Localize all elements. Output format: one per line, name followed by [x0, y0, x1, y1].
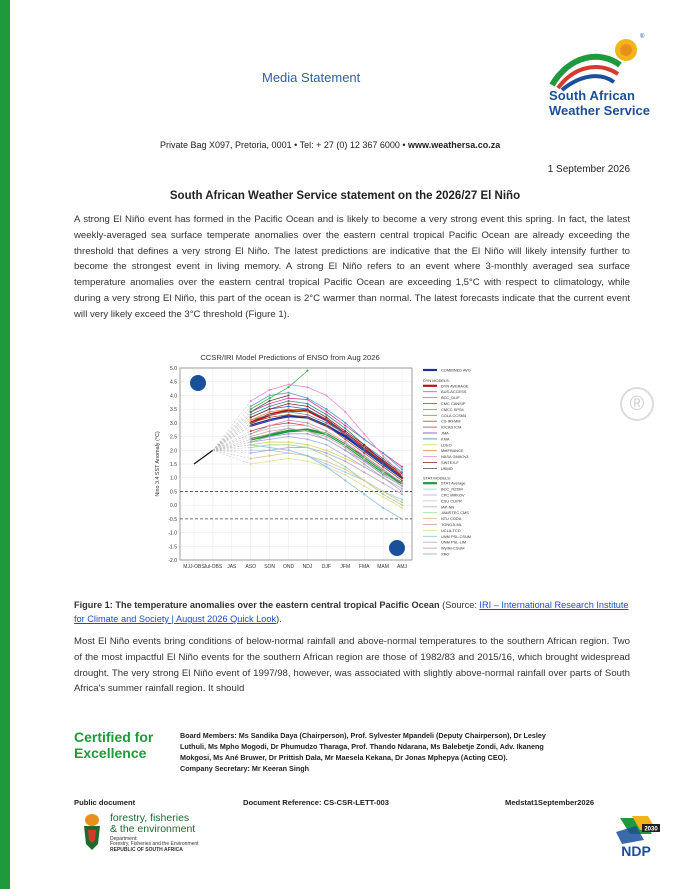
series-point: [382, 463, 384, 465]
series-point: [250, 411, 252, 413]
dffe-name-line1: forestry, fisheries: [110, 812, 190, 824]
series-point: [344, 444, 346, 446]
series-point: [363, 438, 365, 440]
legend-label: KMA: [441, 436, 450, 442]
series-point: [269, 435, 271, 437]
series-point: [287, 457, 289, 459]
series-point: [306, 370, 308, 372]
series-point: [344, 430, 346, 432]
series-point: [306, 425, 308, 427]
x-tick-label: SON: [264, 564, 276, 570]
series-point: [325, 460, 327, 462]
series-point: [269, 414, 271, 416]
legend-label: BCC_RZDM: [441, 486, 463, 492]
series-point: [363, 460, 365, 462]
series-point: [363, 463, 365, 465]
y-tick-label: -1.0: [168, 530, 177, 537]
series-point: [250, 444, 252, 446]
dffe-name-line2: & the environment: [110, 823, 196, 835]
series-point: [287, 441, 289, 443]
series-point: [325, 419, 327, 421]
series-point: [382, 490, 384, 492]
y-tick-label: -0.5: [168, 516, 177, 523]
series-point: [382, 466, 384, 468]
ndp-year: 2030: [644, 826, 658, 833]
series-point: [363, 457, 365, 459]
series-point: [363, 449, 365, 451]
series-point: [401, 482, 403, 484]
address-text: Private Bag X097, Pretoria, 0001 • Tel: + 27 (0) 12 367 6000 •: [160, 140, 409, 150]
legend-label: IOCAS ICM: [441, 424, 462, 430]
x-tick-label: MAM: [377, 564, 389, 570]
series-point: [325, 394, 327, 396]
series-point: [401, 501, 403, 503]
series-point: [363, 479, 365, 481]
postal-address: [160, 140, 500, 150]
legend-label: JAMSTEC CMS: [441, 510, 469, 516]
legend-label: SINTEX-F: [441, 460, 459, 465]
series-point: [363, 452, 365, 454]
website-link[interactable]: www.weathersa.co.za: [408, 140, 501, 150]
series-point: [287, 383, 289, 385]
y-tick-label: 1.0: [170, 475, 177, 482]
paragraph-2: Most El Niño events bring conditions of below-normal rainfall and above-normal temperatures to the southern African region. Two of the most impactful El Niño events for the southern African region are those of 1982/83 and 2015/16, which brought widespread drought. The very strong El Niño event of 1997/98, however, was associated with slightly above-normal rainfall over parts of South Africa's summer rainfall region. It should: [74, 636, 630, 695]
certified-line1: Certified for: [74, 729, 154, 745]
series-point: [269, 394, 271, 396]
series-point: [344, 468, 346, 470]
series-point: [306, 430, 308, 432]
series-point: [269, 455, 271, 457]
company-secretary-name: Mr Keeran Singh: [251, 764, 310, 773]
series-point: [382, 457, 384, 459]
legend-label: UNM PSL-CSUM: [441, 533, 472, 539]
dffe-republic: REPUBLIC OF SOUTH AFRICA: [110, 847, 183, 853]
series-point: [344, 441, 346, 443]
series-point: [269, 425, 271, 427]
series-point: [306, 408, 308, 410]
series-point: [306, 446, 308, 448]
registered-watermark-icon: ®: [620, 387, 654, 421]
series-point: [382, 460, 384, 462]
series-point: [401, 471, 403, 473]
series-point: [250, 438, 252, 440]
series-point: [287, 411, 289, 413]
legend-label: Wyrtki-CSUM: [441, 545, 465, 551]
x-tick-label: NDJ: [302, 564, 313, 570]
legend-label: LDEO: [441, 442, 452, 448]
logo-text-line1: South African: [549, 88, 636, 103]
series-point: [325, 425, 327, 427]
series-point: [250, 457, 252, 459]
series-point: [287, 427, 289, 429]
y-tick-label: -1.5: [168, 544, 177, 551]
media-statement-heading: Media Statement: [262, 70, 361, 85]
series-point: [269, 408, 271, 410]
series-point: [287, 405, 289, 407]
dffe-department-label: Department:: [110, 836, 138, 842]
board-members-list: Ms Sandika Daya (Chairperson), Prof. Sylvester Mpandeli (Deputy Chairperson), Dr Lesley Luthuli, Ms Mpho Mogodi, Dr Phumudzo Tharaga, Prof. Thando Ndarana, Ms Balebetje Zondi, Adv. Ikaneng Mokgosi, Ms Ané Bruwer, Dr Prittish Dala, Mr Maesela Kekana, Dr Jonas Mphepya (Acting CEO).: [180, 731, 546, 762]
series-point: [250, 435, 252, 437]
series-point: [344, 455, 346, 457]
series-point: [382, 474, 384, 476]
logo-text-line2: Weather Service: [549, 103, 650, 118]
series-point: [287, 403, 289, 405]
series-point: [344, 433, 346, 435]
series-point: [269, 403, 271, 405]
series-point: [269, 433, 271, 435]
series-point: [382, 468, 384, 470]
series-point: [401, 518, 403, 520]
series-point: [306, 416, 308, 418]
y-tick-label: 0.0: [170, 503, 177, 510]
series-point: [325, 411, 327, 413]
svg-text:®: ®: [640, 34, 645, 40]
coat-of-arms-icon: [80, 812, 104, 854]
series-point: [287, 435, 289, 437]
series-point: [382, 493, 384, 495]
series-point: [287, 392, 289, 394]
series-point: [306, 403, 308, 405]
series-point: [250, 416, 252, 418]
series-point: [250, 425, 252, 427]
footer-public-document: Public document: [74, 798, 136, 807]
legend-label: XRO: [441, 551, 450, 557]
series-point: [306, 386, 308, 388]
series-point: [325, 422, 327, 424]
board-members-label: Board Members:: [180, 731, 237, 740]
legend-label: COLA CCSM4: [441, 412, 467, 418]
series-point: [287, 433, 289, 435]
series-point: [269, 430, 271, 432]
observed-line: [194, 450, 213, 464]
series-point: [325, 408, 327, 410]
series-point: [287, 430, 289, 432]
series-point: [325, 416, 327, 418]
series-point: [401, 488, 403, 490]
legend-label: BCC_DLIF: [441, 395, 460, 401]
series-point: [269, 438, 271, 440]
legend-label: TONGJI-ML: [441, 522, 462, 527]
series-point: [325, 452, 327, 454]
x-tick-label: JAS: [227, 564, 237, 570]
series-point: [382, 507, 384, 509]
legend-label: DYN AVERAGE: [441, 383, 469, 389]
series-point: [287, 446, 289, 448]
series-point: [344, 474, 346, 476]
series-point: [401, 468, 403, 470]
series-point: [325, 455, 327, 457]
y-tick-label: -2.0: [168, 558, 177, 564]
figure-source-link[interactable]: IRI – International Research Institute for Climate and Society | August 2026 Quick Look: [74, 600, 629, 624]
series-point: [287, 397, 289, 399]
series-point: [269, 389, 271, 391]
ndp-2030-logo-icon: [612, 812, 662, 860]
series-point: [287, 394, 289, 396]
series-point: [363, 485, 365, 487]
legend-label: STAT Average: [441, 480, 466, 486]
series-point: [325, 466, 327, 468]
series-point: [287, 414, 289, 416]
series-point: [269, 441, 271, 443]
series-point: [325, 463, 327, 465]
figure-caption: [74, 598, 630, 626]
x-tick-label: MJJ-OBS: [183, 564, 205, 570]
series-point: [401, 485, 403, 487]
series-point: [269, 449, 271, 451]
y-tick-label: 4.5: [170, 379, 177, 386]
y-axis-label: Nino 3.4 SST Anomaly (°C): [155, 431, 161, 497]
series-point: [344, 446, 346, 448]
x-tick-label: OND: [282, 564, 295, 570]
series-point: [250, 405, 252, 407]
series-point: [287, 449, 289, 451]
series-point: [269, 416, 271, 418]
series-point: [325, 435, 327, 437]
statement-title: South African Weather Service statement on the 2026/27 El Niño: [169, 190, 521, 202]
y-tick-label: 4.0: [170, 393, 177, 400]
series-point: [287, 422, 289, 424]
series-point: [269, 397, 271, 399]
ccsr-badge-icon: [190, 375, 206, 391]
series-point: [306, 433, 308, 435]
legend-label: AUS-ACCESS: [441, 389, 467, 395]
dffe-department-name: Forestry, Fisheries and the Environment: [110, 841, 199, 847]
series-point: [250, 463, 252, 465]
series-point: [250, 449, 252, 451]
series-point: [287, 400, 289, 402]
series-point: [306, 438, 308, 440]
series-point: [306, 422, 308, 424]
series-point: [363, 455, 365, 457]
series-point: [382, 482, 384, 484]
statement-date: 1 September 2026: [547, 164, 630, 175]
ndp-label: NDP: [621, 843, 651, 859]
series-point: [363, 493, 365, 495]
legend-label: COMBINED AVG: [441, 367, 471, 373]
series-point: [401, 493, 403, 495]
series-point: [344, 449, 346, 451]
figure-caption-source-prefix: (Source:: [439, 600, 480, 610]
series-point: [287, 425, 289, 427]
y-tick-label: 3.5: [170, 407, 177, 414]
series-point: [382, 455, 384, 457]
y-tick-label: 2.0: [170, 448, 177, 455]
series-point: [325, 433, 327, 435]
series-point: [344, 411, 346, 413]
x-tick-label: FMA: [358, 564, 370, 570]
legend-label: CMC CANSIP: [441, 401, 466, 406]
series-point: [250, 414, 252, 416]
series-point: [306, 444, 308, 446]
x-tick-label: JFM: [340, 564, 351, 570]
legend-label: NTU CODA: [441, 516, 462, 522]
series-point: [250, 408, 252, 410]
series-point: [401, 499, 403, 501]
legend-label: MetFRANCE: [441, 448, 464, 454]
enso-forecast-chart: [150, 350, 540, 582]
x-tick-label: DJF: [321, 564, 331, 570]
series-point: [363, 471, 365, 473]
series-point: [269, 400, 271, 402]
y-tick-label: 5.0: [170, 366, 177, 372]
series-point: [344, 438, 346, 440]
series-point: [344, 422, 346, 424]
company-secretary-label: Company Secretary:: [180, 764, 250, 773]
series-point: [325, 438, 327, 440]
series-point: [401, 507, 403, 509]
chart-title: CCSR/IRI Model Predictions of ENSO from Aug 2026: [200, 353, 380, 362]
series-point: [344, 460, 346, 462]
legend-label: CPC MRKOV: [441, 492, 465, 498]
figure-caption-label: Figure 1: The temperature anomalies over the eastern central tropical Pacific Ocean: [74, 600, 440, 610]
series-point: [269, 446, 271, 448]
series-point: [269, 460, 271, 462]
series-point: [250, 452, 252, 454]
legend-stat-header: STAT MODELS:: [423, 475, 451, 481]
series-point: [269, 427, 271, 429]
series-point: [401, 477, 403, 479]
series-point: [344, 427, 346, 429]
company-secretary-row: [180, 763, 560, 774]
x-tick-label: Jul-OBS: [203, 564, 223, 570]
series-point: [250, 422, 252, 424]
series-point: [287, 419, 289, 421]
x-tick-label: AMJ: [397, 564, 407, 570]
legend-label: UCLA-TCD: [441, 527, 461, 533]
series-point: [344, 466, 346, 468]
legend-label: NASA GMAOv3: [441, 454, 469, 460]
series-point: [269, 419, 271, 421]
series-point: [250, 441, 252, 443]
legend-label: CS-IRI-MM: [441, 418, 461, 424]
y-tick-label: 3.0: [170, 420, 177, 427]
series-point: [269, 411, 271, 413]
series-point: [325, 414, 327, 416]
series-point: [250, 419, 252, 421]
y-tick-label: 1.5: [170, 462, 177, 468]
paragraph-1: A strong El Niño event has formed in the Pacific Ocean and is likely to become a very strong event this spring. In fact, the latest weekly-averaged sea surface temperate anomalies over the eastern central tropical Pacific Ocean are already exceeding the threshold that defines a very strong El Niño. The latest predictions are indicative that the El Niño will likely intensify further to become the strongest event in living memory. A strong El Niño refers to an event where 3-monthly averaged sea surface temperature anomalies over the eastern central tropical Pacific Ocean are exceeding 1,5°C with respect to climatology, while during a very strong El Niño, this part of the ocean is 2°C warmer than normal. The latest forecasts indicate that the current event will very likely exceed the 3°C threshold (Figure 1).: [74, 214, 630, 320]
y-tick-label: 0.5: [170, 489, 177, 496]
series-point: [401, 490, 403, 492]
series-point: [306, 397, 308, 399]
series-point: [401, 474, 403, 476]
series-point: [344, 479, 346, 481]
series-point: [269, 444, 271, 446]
series-point: [401, 466, 403, 468]
series-point: [401, 479, 403, 481]
series-point: [325, 449, 327, 451]
series-point: [287, 444, 289, 446]
series-point: [250, 433, 252, 435]
series-point: [363, 466, 365, 468]
series-point: [325, 444, 327, 446]
series-point: [401, 504, 403, 506]
legend-label: IAP-NN: [441, 504, 455, 510]
series-point: [306, 405, 308, 407]
series-point: [250, 400, 252, 402]
series-point: [363, 444, 365, 446]
series-point: [344, 457, 346, 459]
series-point: [287, 452, 289, 454]
legend-label: CMCC SPS4: [441, 406, 464, 412]
footer-medstat-id: Medstat1September2026: [505, 798, 595, 807]
legend-label: JMA: [441, 430, 449, 436]
series-point: [250, 446, 252, 448]
legend-dyn-header: DYN MODELS:: [423, 377, 450, 383]
series-point: [306, 414, 308, 416]
series-point: [306, 455, 308, 457]
board-members-block: [180, 730, 560, 774]
footer-document-reference: Document Reference: CS-CSR-LETT-003: [243, 798, 389, 807]
series-point: [382, 477, 384, 479]
legend-label: UKMO: [441, 465, 453, 471]
series-point: [382, 496, 384, 498]
series-point: [287, 386, 289, 388]
series-point: [287, 408, 289, 410]
series-point: [325, 430, 327, 432]
figure-caption-source-suffix: ).: [276, 614, 282, 624]
series-point: [344, 471, 346, 473]
series-point: [363, 433, 365, 435]
legend-label: UNM PSL-LIM: [441, 539, 467, 545]
certified-line2: Excellence: [74, 745, 147, 761]
series-point: [269, 405, 271, 407]
series-point: [250, 430, 252, 432]
series-point: [382, 452, 384, 454]
y-tick-label: 2.5: [170, 434, 177, 441]
ccsr-badge-icon: [389, 540, 405, 556]
series-point: [306, 411, 308, 413]
series-point: [287, 416, 289, 418]
series-point: [363, 446, 365, 448]
series-point: [306, 460, 308, 462]
legend-label: CSU CLIPR: [441, 498, 462, 504]
left-accent-bar: [0, 0, 10, 889]
series-point: [344, 425, 346, 427]
series-point: [382, 471, 384, 473]
x-tick-label: ASO: [245, 564, 257, 570]
